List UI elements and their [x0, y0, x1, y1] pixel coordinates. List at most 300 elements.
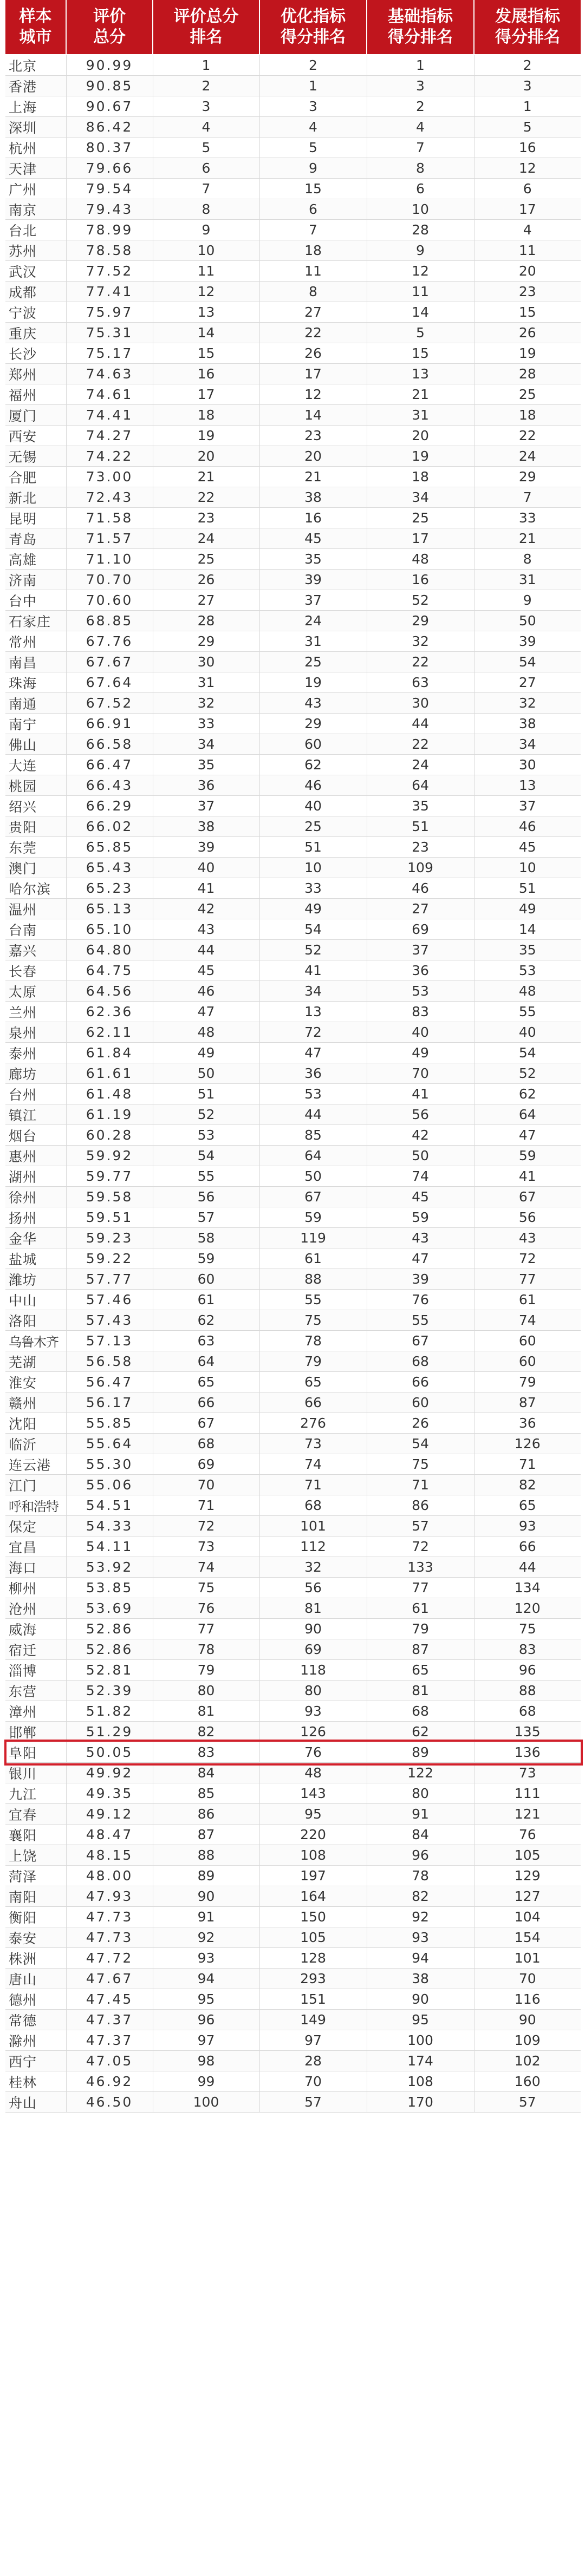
table-body: [5, 55, 581, 2113]
total-score-cell: 64.80: [66, 940, 153, 960]
city-cell: 淮安: [5, 1372, 66, 1392]
city-cell: 无锡: [5, 446, 66, 467]
optimization-rank-cell: 54: [259, 919, 367, 940]
basic-rank-cell: 29: [367, 611, 474, 631]
basic-rank-cell: 48: [367, 549, 474, 570]
city-cell: 澳门: [5, 858, 66, 878]
city-cell: 福州: [5, 384, 66, 405]
total-score-cell: 74.22: [66, 446, 153, 467]
city-cell: 香港: [5, 76, 66, 96]
total-rank-cell: 38: [153, 816, 259, 837]
development-rank-cell: 51: [474, 878, 581, 899]
basic-rank-cell: 81: [367, 1681, 474, 1701]
city-cell: 台北: [5, 220, 66, 240]
development-rank-cell: 116: [474, 1989, 581, 2010]
city-cell: 南阳: [5, 1886, 66, 1907]
total-score-cell: 72.43: [66, 487, 153, 508]
city-cell: 邯郸: [5, 1722, 66, 1742]
city-cell: 沧州: [5, 1598, 66, 1619]
table-row: [5, 1701, 581, 1722]
total-rank-cell: 76: [153, 1598, 259, 1619]
table-row: [5, 775, 581, 796]
total-rank-cell: 17: [153, 384, 259, 405]
basic-rank-cell: 2: [367, 96, 474, 117]
basic-rank-cell: 53: [367, 981, 474, 1002]
table-row: [5, 1619, 581, 1639]
table-row: [5, 858, 581, 878]
total-rank-cell: 90: [153, 1886, 259, 1907]
optimization-rank-cell: 128: [259, 1948, 367, 1969]
table-row: [5, 1660, 581, 1681]
city-cell: 泰安: [5, 1927, 66, 1948]
table-row: [5, 426, 581, 446]
optimization-rank-cell: 2: [259, 55, 367, 76]
total-score-cell: 79.66: [66, 158, 153, 179]
header-city: 样本 城市: [5, 0, 66, 55]
total-score-cell: 70.70: [66, 570, 153, 590]
development-rank-cell: 62: [474, 1084, 581, 1104]
table-row: [5, 1372, 581, 1392]
total-score-cell: 53.85: [66, 1578, 153, 1598]
table-row: [5, 2092, 581, 2113]
basic-rank-cell: 55: [367, 1310, 474, 1331]
total-score-cell: 75.97: [66, 302, 153, 323]
total-score-cell: 59.51: [66, 1207, 153, 1228]
basic-rank-cell: 15: [367, 343, 474, 364]
total-score-cell: 52.86: [66, 1639, 153, 1660]
basic-rank-cell: 96: [367, 1845, 474, 1866]
basic-rank-cell: 35: [367, 796, 474, 816]
basic-rank-cell: 89: [367, 1742, 474, 1763]
city-cell: 温州: [5, 899, 66, 919]
header-total-score: 评价 总分: [66, 0, 153, 55]
total-rank-cell: 89: [153, 1866, 259, 1886]
optimization-rank-cell: 151: [259, 1989, 367, 2010]
basic-rank-cell: 170: [367, 2092, 474, 2113]
basic-rank-cell: 59: [367, 1207, 474, 1228]
development-rank-cell: 105: [474, 1845, 581, 1866]
basic-rank-cell: 47: [367, 1248, 474, 1269]
table-row: [5, 570, 581, 590]
total-rank-cell: 69: [153, 1454, 259, 1475]
basic-rank-cell: 28: [367, 220, 474, 240]
development-rank-cell: 2: [474, 55, 581, 76]
total-score-cell: 55.85: [66, 1413, 153, 1434]
total-rank-cell: 5: [153, 138, 259, 158]
table-row: [5, 631, 581, 652]
development-rank-cell: 21: [474, 528, 581, 549]
total-rank-cell: 39: [153, 837, 259, 858]
optimization-rank-cell: 20: [259, 446, 367, 467]
optimization-rank-cell: 197: [259, 1866, 367, 1886]
total-score-cell: 47.37: [66, 2010, 153, 2030]
development-rank-cell: 6: [474, 179, 581, 199]
table-row: [5, 55, 581, 76]
optimization-rank-cell: 59: [259, 1207, 367, 1228]
city-cell: 滁州: [5, 2030, 66, 2051]
total-rank-cell: 96: [153, 2010, 259, 2030]
city-ranking-table-container: [5, 0, 581, 2113]
basic-rank-cell: 95: [367, 2010, 474, 2030]
total-score-cell: 51.82: [66, 1701, 153, 1722]
development-rank-cell: 47: [474, 1125, 581, 1146]
basic-rank-cell: 66: [367, 1372, 474, 1392]
table-row: [5, 1104, 581, 1125]
optimization-rank-cell: 143: [259, 1783, 367, 1804]
table-row: [5, 816, 581, 837]
optimization-rank-cell: 22: [259, 323, 367, 343]
basic-rank-cell: 68: [367, 1351, 474, 1372]
table-row: [5, 755, 581, 775]
total-rank-cell: 29: [153, 631, 259, 652]
table-row: [5, 1639, 581, 1660]
basic-rank-cell: 54: [367, 1434, 474, 1454]
basic-rank-cell: 94: [367, 1948, 474, 1969]
development-rank-cell: 36: [474, 1413, 581, 1434]
total-score-cell: 57.77: [66, 1269, 153, 1290]
development-rank-cell: 52: [474, 1063, 581, 1084]
table-row: [5, 138, 581, 158]
table-row: [5, 549, 581, 570]
optimization-rank-cell: 68: [259, 1495, 367, 1516]
table-row: [5, 1392, 581, 1413]
table-row: [5, 960, 581, 981]
total-score-cell: 51.29: [66, 1722, 153, 1742]
total-score-cell: 53.69: [66, 1598, 153, 1619]
total-rank-cell: 73: [153, 1537, 259, 1557]
total-rank-cell: 84: [153, 1763, 259, 1783]
basic-rank-cell: 72: [367, 1537, 474, 1557]
optimization-rank-cell: 25: [259, 652, 367, 672]
basic-rank-cell: 43: [367, 1228, 474, 1248]
optimization-rank-cell: 3: [259, 96, 367, 117]
table-row: [5, 1825, 581, 1845]
total-rank-cell: 24: [153, 528, 259, 549]
total-rank-cell: 74: [153, 1557, 259, 1578]
optimization-rank-cell: 10: [259, 858, 367, 878]
development-rank-cell: 67: [474, 1187, 581, 1207]
optimization-rank-cell: 41: [259, 960, 367, 981]
basic-rank-cell: 14: [367, 302, 474, 323]
city-cell: 宁波: [5, 302, 66, 323]
city-cell: 威海: [5, 1619, 66, 1639]
city-cell: 新北: [5, 487, 66, 508]
total-rank-cell: 63: [153, 1331, 259, 1351]
development-rank-cell: 55: [474, 1002, 581, 1022]
table-row: [5, 837, 581, 858]
table-row: [5, 1290, 581, 1310]
total-rank-cell: 75: [153, 1578, 259, 1598]
basic-rank-cell: 31: [367, 405, 474, 426]
total-rank-cell: 1: [153, 55, 259, 76]
development-rank-cell: 70: [474, 1969, 581, 1989]
basic-rank-cell: 39: [367, 1269, 474, 1290]
total-score-cell: 47.67: [66, 1969, 153, 1989]
city-cell: 南宁: [5, 714, 66, 734]
total-score-cell: 60.28: [66, 1125, 153, 1146]
optimization-rank-cell: 26: [259, 343, 367, 364]
table-row: [5, 1578, 581, 1598]
total-score-cell: 56.58: [66, 1351, 153, 1372]
basic-rank-cell: 109: [367, 858, 474, 878]
development-rank-cell: 77: [474, 1269, 581, 1290]
total-rank-cell: 14: [153, 323, 259, 343]
total-score-cell: 56.17: [66, 1392, 153, 1413]
city-cell: 洛阳: [5, 1310, 66, 1331]
basic-rank-cell: 18: [367, 467, 474, 487]
city-cell: 兰州: [5, 1002, 66, 1022]
development-rank-cell: 26: [474, 323, 581, 343]
development-rank-cell: 3: [474, 76, 581, 96]
optimization-rank-cell: 56: [259, 1578, 367, 1598]
optimization-rank-cell: 150: [259, 1907, 367, 1927]
table-row: [5, 940, 581, 960]
total-rank-cell: 7: [153, 179, 259, 199]
basic-rank-cell: 65: [367, 1660, 474, 1681]
development-rank-cell: 102: [474, 2051, 581, 2071]
optimization-rank-cell: 97: [259, 2030, 367, 2051]
city-cell: 呼和浩特: [5, 1495, 66, 1516]
basic-rank-cell: 3: [367, 76, 474, 96]
basic-rank-cell: 80: [367, 1783, 474, 1804]
basic-rank-cell: 70: [367, 1063, 474, 1084]
total-rank-cell: 15: [153, 343, 259, 364]
optimization-rank-cell: 75: [259, 1310, 367, 1331]
total-rank-cell: 20: [153, 446, 259, 467]
total-rank-cell: 35: [153, 755, 259, 775]
optimization-rank-cell: 7: [259, 220, 367, 240]
total-rank-cell: 80: [153, 1681, 259, 1701]
city-cell: 银川: [5, 1763, 66, 1783]
table-row: [5, 1063, 581, 1084]
total-rank-cell: 48: [153, 1022, 259, 1043]
development-rank-cell: 45: [474, 837, 581, 858]
optimization-rank-cell: 72: [259, 1022, 367, 1043]
optimization-rank-cell: 50: [259, 1166, 367, 1187]
basic-rank-cell: 36: [367, 960, 474, 981]
optimization-rank-cell: 19: [259, 672, 367, 693]
optimization-rank-cell: 47: [259, 1043, 367, 1063]
total-score-cell: 71.57: [66, 528, 153, 549]
total-score-cell: 67.52: [66, 693, 153, 714]
optimization-rank-cell: 29: [259, 714, 367, 734]
optimization-rank-cell: 35: [259, 549, 367, 570]
table-row: [5, 282, 581, 302]
total-rank-cell: 82: [153, 1722, 259, 1742]
total-score-cell: 61.84: [66, 1043, 153, 1063]
optimization-rank-cell: 5: [259, 138, 367, 158]
total-rank-cell: 60: [153, 1269, 259, 1290]
total-score-cell: 65.23: [66, 878, 153, 899]
optimization-rank-cell: 34: [259, 981, 367, 1002]
total-score-cell: 52.39: [66, 1681, 153, 1701]
total-rank-cell: 47: [153, 1002, 259, 1022]
development-rank-cell: 82: [474, 1475, 581, 1495]
optimization-rank-cell: 21: [259, 467, 367, 487]
basic-rank-cell: 10: [367, 199, 474, 220]
optimization-rank-cell: 52: [259, 940, 367, 960]
table-row: [5, 405, 581, 426]
city-cell: 北京: [5, 55, 66, 76]
optimization-rank-cell: 293: [259, 1969, 367, 1989]
development-rank-cell: 83: [474, 1639, 581, 1660]
basic-rank-cell: 57: [367, 1516, 474, 1537]
optimization-rank-cell: 51: [259, 837, 367, 858]
table-row: [5, 446, 581, 467]
development-rank-cell: 12: [474, 158, 581, 179]
total-score-cell: 56.47: [66, 1372, 153, 1392]
total-score-cell: 47.93: [66, 1886, 153, 1907]
basic-rank-cell: 51: [367, 816, 474, 837]
total-score-cell: 57.13: [66, 1331, 153, 1351]
table-row: [5, 261, 581, 282]
total-rank-cell: 68: [153, 1434, 259, 1454]
basic-rank-cell: 75: [367, 1454, 474, 1475]
optimization-rank-cell: 44: [259, 1104, 367, 1125]
development-rank-cell: 5: [474, 117, 581, 138]
city-cell: 杭州: [5, 138, 66, 158]
development-rank-cell: 27: [474, 672, 581, 693]
development-rank-cell: 154: [474, 1927, 581, 1948]
development-rank-cell: 7: [474, 487, 581, 508]
city-cell: 湖州: [5, 1166, 66, 1187]
basic-rank-cell: 71: [367, 1475, 474, 1495]
basic-rank-cell: 5: [367, 323, 474, 343]
basic-rank-cell: 22: [367, 734, 474, 755]
optimization-rank-cell: 112: [259, 1537, 367, 1557]
development-rank-cell: 75: [474, 1619, 581, 1639]
total-rank-cell: 8: [153, 199, 259, 220]
optimization-rank-cell: 1: [259, 76, 367, 96]
city-cell: 桂林: [5, 2071, 66, 2092]
development-rank-cell: 23: [474, 282, 581, 302]
table-row: [5, 1269, 581, 1290]
table-row: [5, 899, 581, 919]
total-score-cell: 90.67: [66, 96, 153, 117]
development-rank-cell: 160: [474, 2071, 581, 2092]
development-rank-cell: 16: [474, 138, 581, 158]
table-row: [5, 1413, 581, 1434]
development-rank-cell: 34: [474, 734, 581, 755]
total-score-cell: 47.73: [66, 1907, 153, 1927]
development-rank-cell: 56: [474, 1207, 581, 1228]
optimization-rank-cell: 37: [259, 590, 367, 611]
city-cell: 徐州: [5, 1187, 66, 1207]
development-rank-cell: 57: [474, 2092, 581, 2113]
optimization-rank-cell: 62: [259, 755, 367, 775]
total-score-cell: 61.48: [66, 1084, 153, 1104]
development-rank-cell: 43: [474, 1228, 581, 1248]
city-cell: 烟台: [5, 1125, 66, 1146]
total-score-cell: 66.02: [66, 816, 153, 837]
optimization-rank-cell: 108: [259, 1845, 367, 1866]
development-rank-cell: 88: [474, 1681, 581, 1701]
table-row: [5, 1495, 581, 1516]
total-score-cell: 71.10: [66, 549, 153, 570]
optimization-rank-cell: 64: [259, 1146, 367, 1166]
development-rank-cell: 29: [474, 467, 581, 487]
basic-rank-cell: 13: [367, 364, 474, 384]
basic-rank-cell: 56: [367, 1104, 474, 1125]
optimization-rank-cell: 31: [259, 631, 367, 652]
total-score-cell: 48.15: [66, 1845, 153, 1866]
optimization-rank-cell: 27: [259, 302, 367, 323]
total-rank-cell: 6: [153, 158, 259, 179]
optimization-rank-cell: 9: [259, 158, 367, 179]
development-rank-cell: 18: [474, 405, 581, 426]
city-cell: 深圳: [5, 117, 66, 138]
optimization-rank-cell: 53: [259, 1084, 367, 1104]
table-row: [5, 1146, 581, 1166]
table-row: [5, 590, 581, 611]
city-cell: 东营: [5, 1681, 66, 1701]
total-score-cell: 66.47: [66, 755, 153, 775]
table-row: [5, 1763, 581, 1783]
city-cell: 沈阳: [5, 1413, 66, 1434]
development-rank-cell: 87: [474, 1392, 581, 1413]
city-cell: 襄阳: [5, 1825, 66, 1845]
optimization-rank-cell: 17: [259, 364, 367, 384]
city-cell: 连云港: [5, 1454, 66, 1475]
total-score-cell: 61.61: [66, 1063, 153, 1084]
total-rank-cell: 30: [153, 652, 259, 672]
table-row: [5, 1804, 581, 1825]
development-rank-cell: 37: [474, 796, 581, 816]
total-score-cell: 52.86: [66, 1619, 153, 1639]
basic-rank-cell: 30: [367, 693, 474, 714]
optimization-rank-cell: 61: [259, 1248, 367, 1269]
optimization-rank-cell: 48: [259, 1763, 367, 1783]
table-row: [5, 611, 581, 631]
total-rank-cell: 95: [153, 1989, 259, 2010]
optimization-rank-cell: 25: [259, 816, 367, 837]
total-score-cell: 55.64: [66, 1434, 153, 1454]
optimization-rank-cell: 49: [259, 899, 367, 919]
city-cell: 广州: [5, 179, 66, 199]
optimization-rank-cell: 126: [259, 1722, 367, 1742]
table-row: [5, 1331, 581, 1351]
development-rank-cell: 90: [474, 2010, 581, 2030]
total-rank-cell: 59: [153, 1248, 259, 1269]
development-rank-cell: 68: [474, 1701, 581, 1722]
optimization-rank-cell: 93: [259, 1701, 367, 1722]
city-cell: 舟山: [5, 2092, 66, 2113]
basic-rank-cell: 69: [367, 919, 474, 940]
development-rank-cell: 61: [474, 1290, 581, 1310]
basic-rank-cell: 8: [367, 158, 474, 179]
table-row: [5, 714, 581, 734]
total-rank-cell: 62: [153, 1310, 259, 1331]
city-cell: 长春: [5, 960, 66, 981]
optimization-rank-cell: 105: [259, 1927, 367, 1948]
city-cell: 宿迁: [5, 1639, 66, 1660]
optimization-rank-cell: 24: [259, 611, 367, 631]
total-score-cell: 47.05: [66, 2051, 153, 2071]
total-rank-cell: 100: [153, 2092, 259, 2113]
table-row: [5, 467, 581, 487]
total-score-cell: 71.58: [66, 508, 153, 528]
table-row: [5, 1948, 581, 1969]
optimization-rank-cell: 14: [259, 405, 367, 426]
table-row: [5, 1722, 581, 1742]
optimization-rank-cell: 69: [259, 1639, 367, 1660]
development-rank-cell: 19: [474, 343, 581, 364]
development-rank-cell: 66: [474, 1537, 581, 1557]
optimization-rank-cell: 40: [259, 796, 367, 816]
basic-rank-cell: 63: [367, 672, 474, 693]
basic-rank-cell: 84: [367, 1825, 474, 1845]
development-rank-cell: 9: [474, 590, 581, 611]
